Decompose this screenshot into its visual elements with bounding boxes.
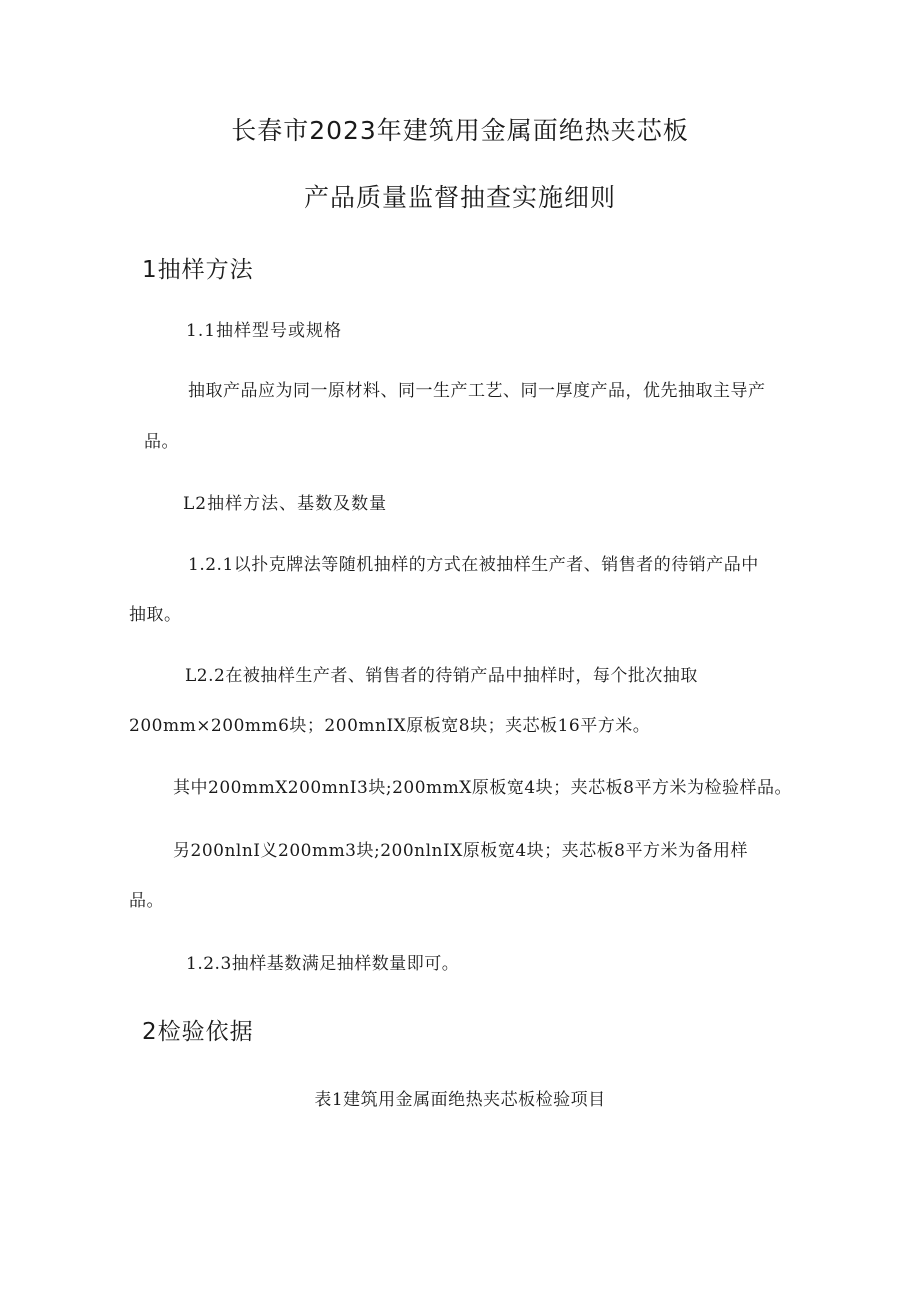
paragraph-1-2-1-line-1: 1.2.1以扑克牌法等随机抽样的方式在被抽样生产者、销售者的待销产品中 (188, 555, 759, 575)
section-2-heading: 2检验依据 (142, 1019, 254, 1045)
subsection-1-2-heading: L2抽样方法、基数及数量 (183, 494, 388, 514)
subsection-1-1-heading: 1.1抽样型号或规格 (186, 321, 343, 341)
table-1-caption: 表1建筑用金属面绝热夹芯板检验项目 (314, 1090, 606, 1110)
paragraph-1-2-2-line-2: 200mm×200mm6块；200mnIX原板宽8块；夹芯板16平方米。 (129, 716, 651, 736)
document-title-line-2: 产品质量监督抽查实施细则 (303, 183, 616, 212)
paragraph-backup-samples-line-2: 品。 (129, 891, 164, 911)
paragraph-1-1-line-2: 品。 (144, 432, 179, 452)
document-title-line-1: 长春市2023年建筑用金属面绝热夹芯板 (231, 116, 689, 145)
paragraph-1-2-2-line-1: L2.2在被抽样生产者、销售者的待销产品中抽样时，每个批次抽取 (185, 666, 698, 686)
paragraph-backup-samples-line-1: 另200nlnI义200mm3块;200nlnIX原板宽4块；夹芯板8平方米为备用样 (173, 841, 748, 861)
paragraph-1-2-1-line-2: 抽取。 (129, 605, 182, 625)
paragraph-1-1-line-1: 抽取产品应为同一原材料、同一生产工艺、同一厚度产品，优先抽取主导产 (188, 381, 766, 401)
paragraph-1-2-3: 1.2.3抽样基数满足抽样数量即可。 (186, 954, 460, 974)
paragraph-inspection-samples: 其中200mmX200mnI3块;200mmX原板宽4块；夹芯板8平方米为检验样品。 (173, 778, 792, 798)
section-1-heading: 1抽样方法 (142, 257, 254, 283)
